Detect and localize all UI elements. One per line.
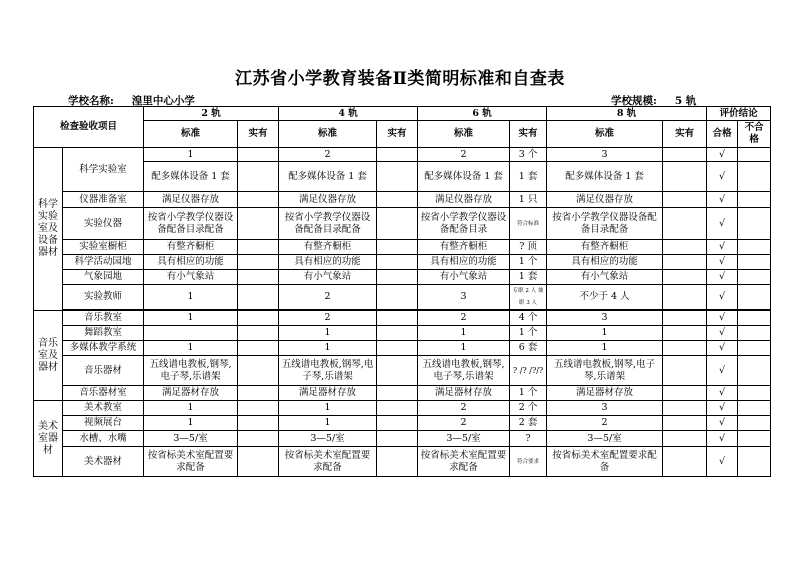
cell-standard-2: 1 [144,285,238,310]
cell-actual-4 [377,240,418,255]
cell-actual-8 [663,162,707,192]
cell-actual-4 [377,208,418,240]
cell-actual-6: ? /? /?/? [510,356,547,386]
row-item: 舞蹈教室 [63,326,144,341]
table-row [34,255,771,270]
header-standard: 标准 [279,121,377,148]
row-item: 音乐器材室 [63,386,144,401]
cell-standard-8: 2 [547,416,663,431]
cell-fail [738,285,771,310]
school-name-value: 湟里中心小学 [131,95,195,107]
cell-actual-4 [377,255,418,270]
cell-standard-4: 有整齐橱柜 [279,240,377,255]
cell-actual-4 [377,356,418,386]
school-scale-value: 5 轨 [674,95,697,107]
cell-standard-8: 有整齐橱柜 [547,240,663,255]
cell-fail [738,255,771,270]
cell-actual-2 [238,285,279,310]
cell-standard-2: 按省标美术室配置要求配备 [144,447,238,477]
cell-actual-8 [663,326,707,341]
cell-fail [738,208,771,240]
cell-pass: √ [707,148,738,162]
cell-standard-2: 1 [144,401,238,416]
row-item: 音乐器材 [63,356,144,386]
cell-actual-2 [238,311,279,326]
cell-standard-8: 3—5/室 [547,431,663,447]
cell-actual-4 [377,192,418,208]
cell-actual-2 [238,326,279,341]
cell-standard-8: 五线谱电教板,钢琴,电子琴,乐谱架 [547,356,663,386]
cell-standard-2: 3—5/室 [144,431,238,447]
cell-actual-6: 1 个 [510,255,547,270]
cell-actual-4 [377,148,418,162]
cell-standard-8: 1 [547,341,663,356]
row-item: 音乐教室 [63,311,144,326]
header-track-4: 4 轨 [279,107,418,121]
cell-pass: √ [707,416,738,431]
cell-standard-4: 2 [279,148,377,162]
cell-standard-6: 3 [418,285,510,310]
cell-fail [738,416,771,431]
row-item: 实验室橱柜 [63,240,144,255]
header-actual: 实有 [377,121,418,148]
table-row [34,431,771,447]
cell-actual-8 [663,341,707,356]
row-item: 气象园地 [63,270,144,285]
cell-actual-6: 1 套 [510,270,547,285]
table-row [34,401,771,416]
row-item: 美术器材 [63,447,144,477]
row-item: 仪器准备室 [63,192,144,208]
cell-pass: √ [707,326,738,341]
cell-pass: √ [707,447,738,477]
cell-actual-4 [377,270,418,285]
cell-actual-2 [238,356,279,386]
cell-standard-4: 3—5/室 [279,431,377,447]
cell-actual-4 [377,341,418,356]
cell-pass: √ [707,401,738,416]
cell-pass: √ [707,270,738,285]
cell-pass: √ [707,255,738,270]
cell-fail [738,447,771,477]
table-row [34,311,771,326]
table-row [34,356,771,386]
cell-standard-2: 1 [144,148,238,162]
row-item: 科学活动园地 [63,255,144,270]
cell-actual-8 [663,208,707,240]
cell-standard-8: 1 [547,326,663,341]
cell-actual-2 [238,192,279,208]
cell-standard-8: 不少于 4 人 [547,285,663,310]
cell-standard-6: 1 [418,326,510,341]
cell-actual-8 [663,416,707,431]
equipment-table [33,106,771,477]
cell-fail [738,326,771,341]
category-music: 音乐室及器材 [34,311,63,401]
cell-actual-8 [663,270,707,285]
cell-actual-4 [377,386,418,401]
header-actual: 实有 [663,121,707,148]
cell-pass: √ [707,386,738,401]
cell-pass: √ [707,208,738,240]
cell-fail [738,401,771,416]
cell-fail [738,356,771,386]
cell-actual-4 [377,162,418,192]
table-row [34,326,771,341]
cell-standard-6: 2 [418,416,510,431]
cell-standard-2: 按省小学教学仪器设备配备目录配备 [144,208,238,240]
cell-actual-4 [377,416,418,431]
cell-actual-2 [238,208,279,240]
cell-standard-6: 3—5/室 [418,431,510,447]
cell-fail [738,148,771,162]
cell-actual-2 [238,255,279,270]
cell-standard-2: 1 [144,341,238,356]
cell-pass: √ [707,240,738,255]
cell-actual-8 [663,431,707,447]
cell-actual-6: 1 个 [510,326,547,341]
cell-actual-2 [238,148,279,162]
cell-fail [738,311,771,326]
cell-pass: √ [707,311,738,326]
cell-standard-6: 有整齐橱柜 [418,240,510,255]
cell-standard-2: 配多媒体设备 1 套 [144,162,238,192]
header-evaluation: 评价结论 [707,107,771,121]
cell-actual-8 [663,356,707,386]
cell-actual-6: 2 套 [510,416,547,431]
cell-actual-2 [238,401,279,416]
cell-standard-2: 有整齐橱柜 [144,240,238,255]
cell-standard-2: 有小气象站 [144,270,238,285]
cell-standard-2: 五线谱电教板,钢琴,电子琴,乐谱架 [144,356,238,386]
cell-fail [738,270,771,285]
cell-fail [738,162,771,192]
table-row [34,162,771,192]
cell-standard-4: 按省小学教学仪器设备配备目录配备 [279,208,377,240]
cell-standard-4: 按省标美术室配置要求配备 [279,447,377,477]
cell-standard-6: 满足仪器存放 [418,192,510,208]
cell-standard-2: 满足仪器存放 [144,192,238,208]
cell-standard-8: 满足器材存放 [547,386,663,401]
cell-pass: √ [707,341,738,356]
cell-standard-4: 1 [279,401,377,416]
cell-standard-4: 1 [279,341,377,356]
cell-standard-6: 五线谱电教板,钢琴,电子琴,乐谱架 [418,356,510,386]
cell-standard-6: 2 [418,311,510,326]
cell-actual-2 [238,431,279,447]
cell-standard-6: 按省标美术室配置要求配备 [418,447,510,477]
header-actual: 实有 [238,121,279,148]
cell-actual-2 [238,447,279,477]
cell-actual-4 [377,431,418,447]
table-row [34,270,771,285]
row-item: 科学实验室 [63,148,144,192]
cell-pass: √ [707,192,738,208]
cell-standard-4: 1 [279,326,377,341]
category-science: 科学实验室及设备器材 [34,148,63,311]
cell-actual-6: ? 顶 [510,240,547,255]
cell-actual-6: 符合要求 [510,447,547,477]
header-fail: 不合格 [738,121,771,148]
school-name-label: 学校名称: [68,95,114,107]
cell-standard-6: 2 [418,148,510,162]
cell-standard-8: 3 [547,401,663,416]
cell-standard-6: 按省小学教学仪器设备配备目录 [418,208,510,240]
table-row [34,285,771,310]
cell-actual-4 [377,447,418,477]
cell-actual-4 [377,285,418,310]
cell-standard-2: 具有相应的功能 [144,255,238,270]
header-pass: 合格 [707,121,738,148]
cell-actual-6: 1 只 [510,192,547,208]
cell-actual-2 [238,162,279,192]
header-actual: 实有 [510,121,547,148]
cell-standard-4: 满足器材存放 [279,386,377,401]
cell-standard-6: 1 [418,341,510,356]
cell-fail [738,431,771,447]
cell-standard-4: 1 [279,416,377,431]
header-track-6: 6 轨 [418,107,547,121]
cell-standard-2: 1 [144,311,238,326]
cell-standard-8: 按省标美术室配置要求配备 [547,447,663,477]
table-row [34,447,771,477]
cell-standard-4: 五线谱电教板,钢琴,电子琴,乐谱架 [279,356,377,386]
row-item: 视频展台 [63,416,144,431]
cell-actual-6: ? [510,431,547,447]
cell-standard-8: 满足仪器存放 [547,192,663,208]
cell-actual-6: 1 个 [510,386,547,401]
cell-standard-2 [144,326,238,341]
cell-standard-4: 配多媒体设备 1 套 [279,162,377,192]
cell-actual-4 [377,311,418,326]
cell-standard-8: 3 [547,311,663,326]
cell-standard-6: 有小气象站 [418,270,510,285]
cell-actual-6: 1 套 [510,162,547,192]
cell-standard-6: 满足器材存放 [418,386,510,401]
cell-actual-8 [663,285,707,310]
cell-pass: √ [707,162,738,192]
cell-actual-8 [663,401,707,416]
table-row [34,208,771,240]
cell-standard-4: 2 [279,311,377,326]
cell-actual-6: 4 个 [510,311,547,326]
page-title: 江苏省小学教育装备Ⅱ类简明标准和自查表 [235,69,565,89]
cell-actual-8 [663,386,707,401]
cell-pass: √ [707,431,738,447]
cell-actual-2 [238,416,279,431]
row-item: 实验仪器 [63,208,144,240]
cell-standard-4: 满足仪器存放 [279,192,377,208]
cell-actual-2 [238,270,279,285]
cell-fail [738,192,771,208]
row-item: 水槽、水嘴 [63,431,144,447]
category-art: 美术室器材 [34,401,63,477]
cell-actual-6: 专职 2 人 兼职 3 人 [510,285,547,310]
cell-fail [738,240,771,255]
header-standard: 标准 [418,121,510,148]
cell-actual-4 [377,401,418,416]
cell-standard-8: 配多媒体设备 1 套 [547,162,663,192]
table-row [34,192,771,208]
header-row-tracks [34,107,771,121]
cell-standard-8: 有小气象站 [547,270,663,285]
cell-actual-6: 3 个 [510,148,547,162]
cell-standard-8: 具有相应的功能 [547,255,663,270]
table-row [34,416,771,431]
cell-actual-8 [663,192,707,208]
row-item: 多媒体教学系统 [63,341,144,356]
cell-standard-8: 3 [547,148,663,162]
school-scale-label: 学校规模: [611,95,657,107]
header-row-columns [34,121,771,148]
cell-fail [738,341,771,356]
header-standard: 标准 [547,121,663,148]
header-check-item: 检查验收项目 [34,107,144,148]
cell-actual-6: 符合标准 [510,208,547,240]
cell-fail [738,386,771,401]
row-item: 实验教师 [63,285,144,310]
cell-pass: √ [707,285,738,310]
cell-actual-8 [663,148,707,162]
cell-standard-2: 1 [144,416,238,431]
cell-actual-8 [663,240,707,255]
cell-actual-2 [238,240,279,255]
cell-pass: √ [707,356,738,386]
table-row [34,386,771,401]
cell-standard-8: 按省小学教学仪器设备配备目录配备 [547,208,663,240]
cell-standard-4: 具有相应的功能 [279,255,377,270]
cell-standard-4: 2 [279,285,377,310]
table-row [34,148,771,162]
cell-standard-6: 2 [418,401,510,416]
cell-actual-8 [663,311,707,326]
cell-actual-8 [663,447,707,477]
cell-actual-8 [663,255,707,270]
cell-actual-2 [238,386,279,401]
header-track-8: 8 轨 [547,107,707,121]
header-track-2: 2 轨 [144,107,279,121]
table-row [34,240,771,255]
cell-actual-2 [238,341,279,356]
header-standard: 标准 [144,121,238,148]
cell-standard-2: 满足器材存放 [144,386,238,401]
row-item: 美术教室 [63,401,144,416]
cell-actual-6: 6 套 [510,341,547,356]
cell-standard-6: 具有相应的功能 [418,255,510,270]
cell-actual-6: 2 个 [510,401,547,416]
cell-standard-4: 有小气象站 [279,270,377,285]
table-row [34,341,771,356]
cell-standard-6: 配多媒体设备 1 套 [418,162,510,192]
cell-actual-4 [377,326,418,341]
